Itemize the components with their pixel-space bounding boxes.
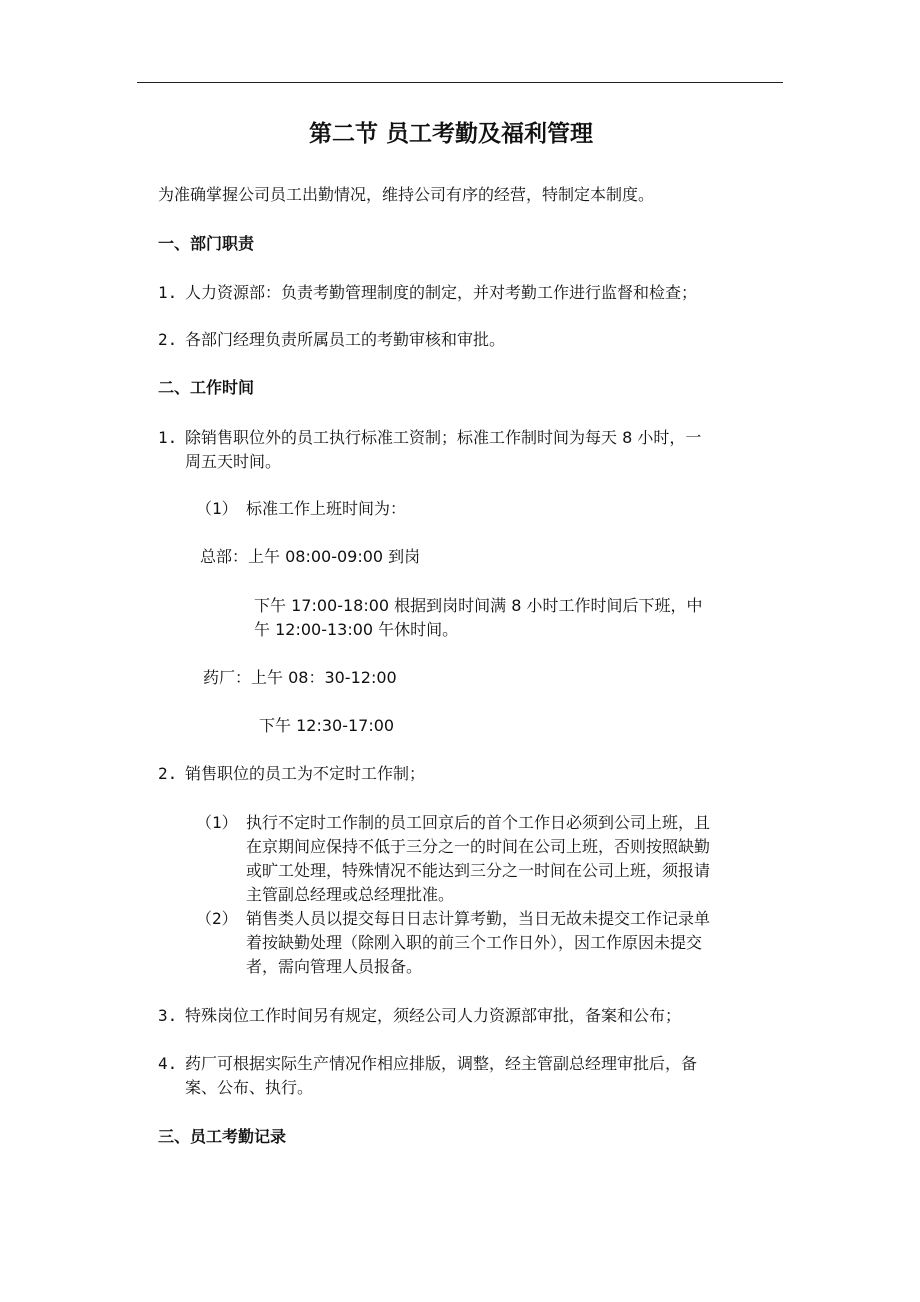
- hq-afternoon-line2: 午 12:00-13:00 午休时间。: [254, 620, 459, 639]
- s2-sub1-number: （1）: [196, 499, 238, 518]
- s2-p1-number: （1）: [196, 813, 238, 832]
- s2-p1-line4: 主管副总经理或总经理批准。: [246, 885, 455, 904]
- s2-p1-line1: 执行不定时工作制的员工回京后的首个工作日必须到公司上班，且: [246, 813, 711, 832]
- s1-item1-text: 人力资源部：负责考勤管理制度的制定，并对考勤工作进行监督和检查；: [185, 283, 698, 302]
- s2-item4-line1: 药厂可根据实际生产情况作相应排版，调整，经主管副总经理审批后，备: [185, 1054, 698, 1073]
- s2-item4-line2: 案、公布、执行。: [185, 1078, 314, 1097]
- hq-afternoon-line1: 下午 17:00-18:00 根据到岗时间满 8 小时工作时间后下班，中: [254, 596, 703, 615]
- factory-afternoon: 下午 12:30-17:00: [259, 716, 395, 735]
- hq-morning: 总部：上午 08:00-09:00 到岗: [200, 547, 421, 566]
- s2-item1-line2: 周五天时间。: [185, 452, 282, 471]
- s2-item2-number: 2.: [158, 764, 178, 783]
- s2-sub1-text: 标准工作上班时间为：: [246, 499, 407, 518]
- s2-p2-line1: 销售类人员以提交每日日志计算考勤，当日无故未提交工作记录单: [246, 909, 711, 928]
- s1-item1-number: 1.: [158, 283, 178, 302]
- s2-item3-text: 特殊岗位工作时间另有规定，须经公司人力资源部审批，备案和公布；: [185, 1006, 682, 1025]
- page-title: 第二节 员工考勤及福利管理: [309, 121, 594, 147]
- s1-item2-number: 2.: [158, 330, 178, 349]
- s2-p2-line2: 着按缺勤处理（除刚入职的前三个工作日外），因工作原因未提交: [246, 933, 703, 952]
- s1-item2-text: 各部门经理负责所属员工的考勤审核和审批。: [185, 330, 506, 349]
- s2-p2-number: （2）: [196, 909, 238, 928]
- intro-text: 为准确掌握公司员工出勤情况，维持公司有序的经营，特制定本制度。: [158, 185, 655, 204]
- s2-p1-line2: 在京期间应保持不低于三分之一的时间在公司上班，否则按照缺勤: [246, 837, 711, 856]
- s2-p2-line3: 者，需向管理人员报备。: [246, 957, 423, 976]
- s2-item1-line1: 除销售职位外的员工执行标准工资制；标准工作制时间为每天 8 小时，一: [185, 428, 702, 447]
- header-rule: [137, 82, 783, 83]
- section3-heading: 三、员工考勤记录: [158, 1127, 287, 1146]
- factory-morning: 药厂：上午 08：30-12:00: [203, 668, 397, 687]
- s2-item2-text: 销售职位的员工为不定时工作制；: [185, 764, 426, 783]
- section2-heading: 二、工作时间: [158, 378, 255, 397]
- s2-item1-number: 1.: [158, 428, 178, 447]
- s2-item3-number: 3.: [158, 1006, 178, 1025]
- section1-heading: 一、部门职责: [158, 234, 255, 253]
- s2-item4-number: 4.: [158, 1054, 178, 1073]
- s2-p1-line3: 或旷工处理，特殊情况不能达到三分之一时间在公司上班，须报请: [246, 861, 711, 880]
